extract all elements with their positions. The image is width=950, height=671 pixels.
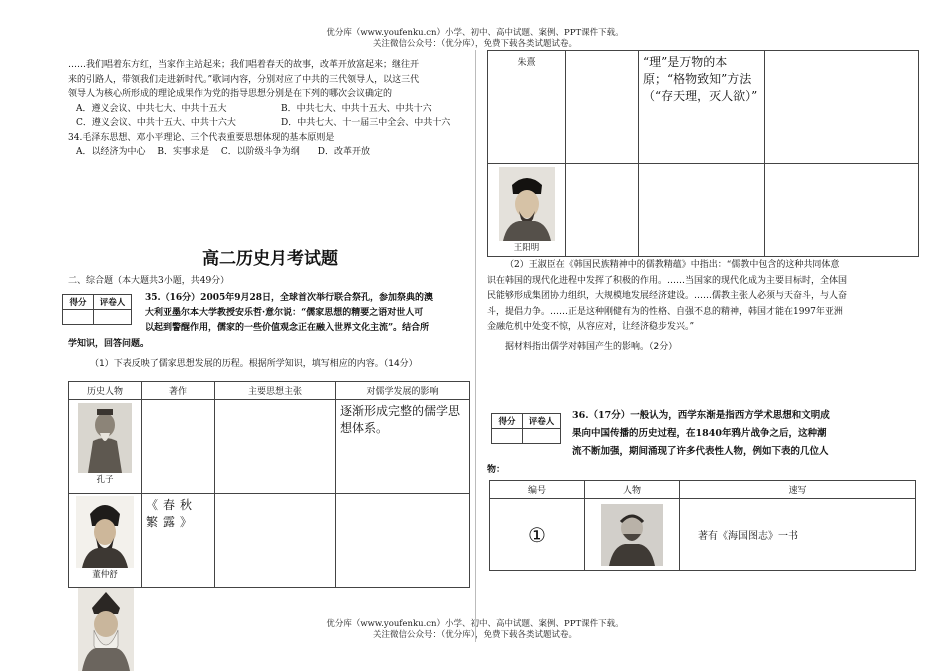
zhu-xi-caption: 朱熹: [517, 58, 536, 68]
wei-yuan-portrait: [601, 504, 663, 566]
q33-line-2: 来的引路人，带领我们走进新时代。”歌词内容，分别对应了中共的三代领导人，以这三代: [68, 74, 420, 85]
q35-line-4: 学知识，回答问题。: [68, 339, 150, 349]
q36-line-1: 36.（17分）一般认为，西学东渐是指西方学术思想和文明成: [572, 410, 830, 421]
q36-line-3: 流不断加强，期间涌现了许多代表性人物，例如下表的几位人: [572, 446, 829, 457]
row1-sketch: 著有《海国图志》一书: [680, 499, 916, 571]
row-wang-effect[interactable]: [765, 164, 919, 257]
score-label-q36: 得分: [492, 414, 523, 429]
col-header-idea: 主要思想主张: [215, 382, 336, 400]
confucius-caption: 孔子: [96, 475, 114, 485]
confucius-portrait: [78, 403, 132, 473]
q34-stem: 34.毛泽东思想、邓小平理论、三个代表重要思想体现的基本原则是: [68, 132, 335, 143]
question-35: [145, 291, 470, 336]
q33-line-3: 领导人为核心所形成的理论成果作为党的指导思想分别是在下列的哪次会议确定的: [68, 89, 393, 99]
score-label: 得分: [63, 295, 94, 310]
row-zhuxi-figure: [488, 51, 566, 164]
zhu-xi-portrait: [78, 588, 134, 671]
row-dong-work: 《春秋繁露》: [142, 494, 215, 588]
row-wang-idea[interactable]: [639, 164, 765, 257]
q34-options: A．以经济为中心 B．实事求是 C．以阶级斗争为纲 D．改革开放: [76, 147, 370, 157]
row-confucius-figure: [69, 400, 142, 494]
q35-line-2: 大利亚墨尔本大学教授安乐哲·意尔说：“儒家思想的精要之语对世人可: [145, 308, 424, 318]
q35-sub2-line-4: 斗，提倡力争。……正是这种刚健有为的性格、自强不息的精神，韩国才能在1997年亚洲: [487, 306, 843, 317]
q36-line-2: 果向中国传播的历史过程，在1840年鸦片战争之后，这种潮: [572, 428, 827, 439]
col-header-figure: 历史人物: [69, 382, 142, 400]
col-header-work: 著作: [142, 382, 215, 400]
dong-zhongshu-portrait: [76, 496, 134, 568]
q35-sub2-line-1: （2）王淑臣在《韩国民族精神中的儒教精蕴》中指出：“儒教中包含的这种共同体意: [505, 260, 840, 270]
question-33: [68, 58, 468, 160]
q35-sub2-question: 据材料指出儒学对韩国产生的影响。（2分）: [505, 341, 678, 352]
row-confucius-work[interactable]: [142, 400, 215, 494]
q33-option-c: C．遵义会议、中共十五大、中共十六大: [76, 118, 236, 128]
score-cell[interactable]: [63, 310, 94, 325]
row1-number: ①: [490, 499, 585, 571]
row-confucius-idea[interactable]: [215, 400, 336, 494]
col-header-sketch: 速写: [680, 481, 916, 499]
q33-option-d: D．中共七大、十一届三中全会、中共十六: [281, 118, 451, 128]
row1-person: [585, 499, 680, 571]
q35-line-3: 以起到警醒作用，儒家的一些价值观念正在融入世界文化主流”。结合所: [145, 323, 430, 333]
section-heading: 二、综合题（本大题共3小题，共49分）: [68, 276, 230, 286]
row-zhuxi-idea: “理”是万物的本原；“格物致知”方法（“存天理，灭人欲）”: [639, 51, 765, 164]
question-36: [572, 407, 922, 461]
row-confucius-effect: 逐渐形成完整的儒学思想体系。: [336, 400, 470, 494]
column-divider: [475, 50, 476, 642]
q33-option-a: A．遵义会议、中共七大、中共十五大: [76, 103, 227, 114]
col-header-number: 编号: [490, 481, 585, 499]
grader-cell-q36[interactable]: [523, 429, 561, 444]
q33-option-b: B．中共七大、中共十五大、中共十六: [281, 103, 432, 114]
q35-sub-1: （1）下表反映了儒家思想发展的历程。根据所学知识，填写相应的内容。（14分）: [90, 359, 418, 369]
header-line-2: 关注微信公众号：（优分库），免费下载各类试题试卷。: [372, 39, 577, 49]
row-zhuxi-effect[interactable]: [765, 51, 919, 164]
wang-yangming-caption: 王阳明: [513, 243, 540, 253]
q35-sub2-line-3: 民能够形成集团协力组织，大规模地发展经济建设。……儒教主张人必须与天奋斗，与人奋: [487, 291, 848, 301]
row-dong-figure: [69, 494, 142, 588]
footer-line-2: 关注微信公众号：（优分库），免费下载各类试题试卷。: [372, 630, 577, 640]
confucian-table: [68, 381, 470, 588]
q35-part-2: [487, 258, 927, 355]
header-line-1: 优分库（www.youfenku.cn）小学、初中、高中试题、案例、PPT课件下载。: [326, 28, 624, 38]
confucian-table-continued: [487, 50, 919, 257]
row-wang-figure: [488, 164, 566, 257]
grader-cell[interactable]: [94, 310, 132, 325]
row-zhuxi-work[interactable]: [566, 51, 639, 164]
col-header-person: 人物: [585, 481, 680, 499]
q35-sub2-line-5: 金融危机中处变不惊，从容应对，让经济稳步发兴。”: [487, 322, 695, 332]
row-dong-effect[interactable]: [336, 494, 470, 588]
score-box-q36: [491, 413, 561, 444]
page-title: 高二历史月考试题: [202, 249, 338, 269]
q36-line-4: 物：: [487, 465, 506, 475]
grader-label-q36: 评卷人: [523, 414, 561, 429]
row-wang-work[interactable]: [566, 164, 639, 257]
score-cell-q36[interactable]: [492, 429, 523, 444]
wang-yangming-portrait: [499, 167, 555, 241]
q35-line-1: 35.（16分）2005年9月28日，全球首次举行联合祭孔，参加祭典的澳: [145, 293, 434, 303]
score-box: [62, 294, 132, 325]
q35-sub2-line-2: 识在韩国的现代化进程中发挥了积极的作用。……当国家的现代化成为主要目标时，全体国: [487, 275, 848, 286]
q33-line-1: ……我们唱着东方红，当家作主站起来；我们唱着春天的故事，改革开放富起来；继往开: [68, 60, 420, 70]
col-header-effect: 对儒学发展的影响: [336, 382, 470, 400]
row-dong-idea[interactable]: [215, 494, 336, 588]
footer-line-1: 优分库（www.youfenku.cn）小学、初中、高中试题、案例、PPT课件下载。: [326, 619, 624, 629]
dong-zhongshu-caption: 董仲舒: [92, 570, 118, 580]
figures-table: [489, 480, 916, 571]
grader-label: 评卷人: [94, 295, 132, 310]
